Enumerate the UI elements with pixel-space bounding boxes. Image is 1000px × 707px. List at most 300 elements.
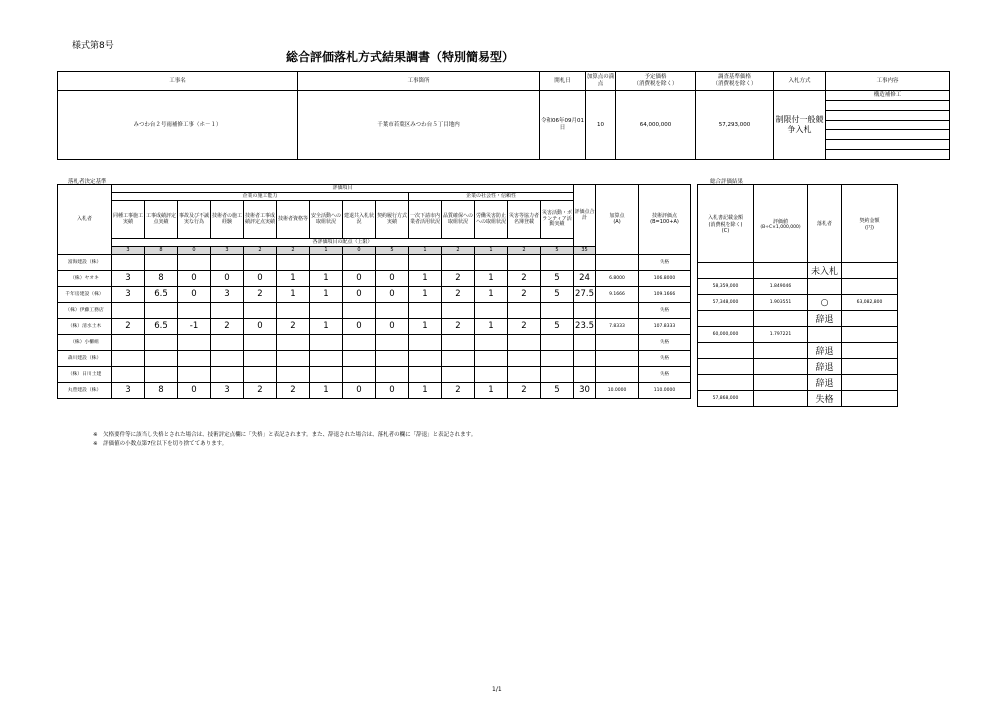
- score-cell: 8: [145, 271, 178, 287]
- score-cell: [211, 255, 244, 271]
- group1-header: 企業の施工能力: [112, 193, 409, 201]
- score-cell: [343, 367, 376, 383]
- contract-cell: [842, 391, 898, 407]
- winner-cell: 辞退: [808, 375, 842, 391]
- bidder-name: 千年房建設（株）: [58, 287, 112, 303]
- score-cell: 1: [409, 287, 442, 303]
- group2-header: 企業の社会性・信頼性: [409, 193, 574, 201]
- bid-cell: 58,359,000: [698, 279, 754, 295]
- add-cell: 9.1666: [596, 287, 639, 303]
- section-left-label: 落札者決定基準: [68, 179, 107, 185]
- score-cell: [409, 335, 442, 351]
- score-cell: [178, 255, 211, 271]
- winner-cell: 辞退: [808, 343, 842, 359]
- score-cell: 0: [178, 271, 211, 287]
- eval-column-header: 事故及び不誠実な行為: [178, 201, 211, 239]
- score-cell: 0: [376, 383, 409, 399]
- tech-header: [639, 185, 691, 255]
- note-2: ※ 評価値の小数点第7位以下を切り捨ててあります。: [93, 441, 228, 447]
- score-cell: [244, 351, 277, 367]
- score-cell: [376, 335, 409, 351]
- score-cell: [442, 335, 475, 351]
- add-cell: 10.0000: [596, 383, 639, 399]
- score-cell: [178, 351, 211, 367]
- score-cell: [541, 255, 574, 271]
- score-cell: [343, 351, 376, 367]
- total-cell: 27.5: [574, 287, 596, 303]
- score-cell: [508, 303, 541, 319]
- total-cell: 24: [574, 271, 596, 287]
- score-cell: [541, 335, 574, 351]
- score-cell: 8: [145, 383, 178, 399]
- eval-column-header: 技術者資格等: [277, 201, 310, 239]
- score-cell: [409, 351, 442, 367]
- tech-cell: 107.8333: [639, 319, 691, 335]
- contract-sub: (円): [865, 224, 874, 231]
- add-cell: [596, 303, 639, 319]
- eval-sub: (B÷C×1,000,000): [760, 224, 801, 230]
- score-cell: [112, 255, 145, 271]
- bidder-name: （株）清水土木: [58, 319, 112, 335]
- score-cell: [475, 303, 508, 319]
- score-cell: [178, 367, 211, 383]
- total-cell: [574, 303, 596, 319]
- score-cell: [244, 335, 277, 351]
- score-cell: [541, 367, 574, 383]
- score-cell: 3: [112, 383, 145, 399]
- threshold-value: 10: [586, 91, 616, 160]
- bidder-row: [58, 335, 691, 351]
- total-cell: 30: [574, 383, 596, 399]
- bid-header: [698, 185, 754, 263]
- bid-cell: 60,000,000: [698, 327, 754, 343]
- bid-cell: [698, 343, 754, 359]
- weight-total: 35: [574, 247, 596, 255]
- total-cell: 23.5: [574, 319, 596, 335]
- score-cell: [277, 351, 310, 367]
- score-cell: 1: [475, 287, 508, 303]
- content-item: [826, 140, 949, 150]
- project-name: みつわ台２号雨補修工事（ホ－１）: [58, 91, 298, 160]
- score-cell: [409, 303, 442, 319]
- content-item: [826, 150, 949, 159]
- winner-header: 落札者: [808, 185, 842, 263]
- result-row: [698, 375, 898, 391]
- score-cell: 3: [211, 287, 244, 303]
- weights-header: 各評価項目の配点（上限）: [112, 239, 574, 247]
- score-cell: [112, 367, 145, 383]
- project-table: [57, 71, 950, 160]
- score-cell: 1: [310, 287, 343, 303]
- contract-header: [842, 185, 898, 263]
- score-cell: 1: [409, 271, 442, 287]
- eval-column-header: 技術者の施工経験: [211, 201, 244, 239]
- header-budget: [616, 72, 696, 91]
- total-cell: [574, 367, 596, 383]
- winner-cell: 未入札: [808, 263, 842, 279]
- eval-cell: [754, 391, 808, 407]
- bid-cell: [698, 375, 754, 391]
- add-cell: [596, 335, 639, 351]
- score-cell: [442, 255, 475, 271]
- score-cell: 3: [112, 271, 145, 287]
- score-cell: [244, 367, 277, 383]
- weight-cell: 1: [475, 247, 508, 255]
- bidder-name: （株）小櫃組: [58, 335, 112, 351]
- eval-column-header: 技術者工事成績評定点実績: [244, 201, 277, 239]
- add-cell: [596, 351, 639, 367]
- score-cell: [310, 335, 343, 351]
- content-item: [826, 110, 949, 120]
- eval-cell: [754, 343, 808, 359]
- contract-label: 契約金額: [859, 217, 880, 224]
- header-location: 工事箇所: [298, 72, 540, 91]
- score-cell: [475, 351, 508, 367]
- score-cell: [244, 255, 277, 271]
- score-cell: [178, 303, 211, 319]
- score-cell: 2: [508, 319, 541, 335]
- tech-cell: 失格: [639, 367, 691, 383]
- score-cell: 0: [343, 383, 376, 399]
- score-cell: 2: [277, 319, 310, 335]
- score-cell: [376, 255, 409, 271]
- eval-cell: [754, 263, 808, 279]
- score-cell: [310, 351, 343, 367]
- score-cell: 2: [244, 287, 277, 303]
- score-cell: [508, 255, 541, 271]
- content-item: 構造補修工: [826, 91, 949, 100]
- score-cell: [211, 351, 244, 367]
- score-cell: 0: [178, 287, 211, 303]
- add-cell: 7.8333: [596, 319, 639, 335]
- weight-cell: 0: [178, 247, 211, 255]
- eval-label: 評価値: [772, 218, 788, 225]
- score-cell: [508, 367, 541, 383]
- eval-cell: 1.903551: [754, 295, 808, 311]
- bidder-row: [58, 303, 691, 319]
- score-cell: 2: [442, 319, 475, 335]
- bidder-name: （株）伊藤工務店: [58, 303, 112, 319]
- bidder-row: [58, 367, 691, 383]
- score-cell: [310, 367, 343, 383]
- contract-cell: 63,082,800: [842, 295, 898, 311]
- header-threshold: 加算点の満点: [586, 72, 616, 91]
- eval-column-header: 労働災害防止への取組状況: [475, 201, 508, 239]
- note-1: ※ 欠格要件等に該当し失格とされた場合は、技術評定点欄に「失格」と表記されます。また、辞退された場合は、落札者の欄に「辞退」と表記されます。: [93, 432, 477, 438]
- budget-value: 64,000,000: [616, 91, 696, 160]
- header-method: 入札方式: [774, 72, 826, 91]
- tech-cell: 失格: [639, 335, 691, 351]
- result-table: [697, 184, 898, 407]
- contract-cell: [842, 327, 898, 343]
- score-cell: 6.5: [145, 319, 178, 335]
- add-cell: [596, 255, 639, 271]
- base-sub: （消費税を除く）: [712, 81, 757, 87]
- eval-column-header: 安全活動への取組状況: [310, 201, 343, 239]
- bidder-row: [58, 319, 691, 335]
- weight-cell: 1: [409, 247, 442, 255]
- eval-cell: 1.797221: [754, 327, 808, 343]
- add-label: 加算点: [609, 212, 625, 219]
- tech-sub: (B=100+A): [650, 218, 679, 225]
- weight-cell: 3: [211, 247, 244, 255]
- result-row: [698, 343, 898, 359]
- score-cell: 0: [376, 319, 409, 335]
- score-cell: 1: [475, 271, 508, 287]
- score-cell: [442, 351, 475, 367]
- bidder-name: 丸豊建設（株）: [58, 383, 112, 399]
- score-cell: [475, 335, 508, 351]
- score-cell: [409, 367, 442, 383]
- eval-column-header: 契約履行方式実績: [376, 201, 409, 239]
- content-cell: [826, 91, 950, 160]
- base-label: 調査基準価格: [717, 74, 751, 81]
- score-cell: 2: [442, 383, 475, 399]
- score-cell: 2: [211, 319, 244, 335]
- weight-cell: 5: [376, 247, 409, 255]
- score-cell: [145, 255, 178, 271]
- score-cell: [343, 335, 376, 351]
- score-cell: 1: [310, 319, 343, 335]
- score-cell: 5: [541, 319, 574, 335]
- header-content: 工事内容: [826, 72, 950, 91]
- bid-method: 制限付一般競争入札: [774, 91, 826, 160]
- score-cell: [211, 367, 244, 383]
- score-cell: 0: [343, 271, 376, 287]
- header-project-name: 工事名: [58, 72, 298, 91]
- score-cell: [145, 303, 178, 319]
- content-list: [826, 91, 949, 159]
- result-row: [698, 263, 898, 279]
- winner-cell: [808, 327, 842, 343]
- score-cell: [112, 351, 145, 367]
- score-cell: [211, 335, 244, 351]
- weight-cell: 2: [277, 247, 310, 255]
- score-cell: 2: [508, 287, 541, 303]
- score-cell: [145, 367, 178, 383]
- eval-items-header: 評価項目: [112, 185, 574, 193]
- winner-cell: ○: [808, 295, 842, 311]
- score-cell: 3: [211, 383, 244, 399]
- bidder-row: [58, 351, 691, 367]
- score-cell: 0: [211, 271, 244, 287]
- score-cell: [277, 367, 310, 383]
- header-base: [696, 72, 774, 91]
- eval-cell: 1.849046: [754, 279, 808, 295]
- score-cell: 1: [277, 287, 310, 303]
- bidder-name: （株）ヤオキ: [58, 271, 112, 287]
- bid-cell: [698, 359, 754, 375]
- tech-cell: 失格: [639, 303, 691, 319]
- score-cell: [376, 351, 409, 367]
- result-row: [698, 327, 898, 343]
- score-cell: [343, 303, 376, 319]
- winner-cell: 辞退: [808, 311, 842, 327]
- weight-cell: 3: [112, 247, 145, 255]
- score-cell: 2: [508, 271, 541, 287]
- score-cell: 2: [277, 383, 310, 399]
- score-cell: 1: [277, 271, 310, 287]
- weight-cell: 5: [541, 247, 574, 255]
- section-right-label: 総合評価結果: [710, 179, 744, 185]
- score-cell: [244, 303, 277, 319]
- contract-cell: [842, 279, 898, 295]
- bid-sub: (消費税を除く): [708, 221, 743, 228]
- eval-column-header: 工事成績評定点実績: [145, 201, 178, 239]
- add-cell: [596, 367, 639, 383]
- score-cell: [112, 335, 145, 351]
- weight-cell: 2: [244, 247, 277, 255]
- header-open-date: 開札日: [540, 72, 586, 91]
- form-number: 様式第8号: [72, 41, 114, 51]
- result-row: [698, 391, 898, 407]
- score-cell: 2: [442, 287, 475, 303]
- score-cell: [145, 335, 178, 351]
- contract-cell: [842, 359, 898, 375]
- score-cell: 1: [409, 319, 442, 335]
- tech-cell: 106.8000: [639, 271, 691, 287]
- bidder-row: [58, 255, 691, 271]
- total-cell: [574, 351, 596, 367]
- eval-cell: [754, 311, 808, 327]
- score-cell: 1: [409, 383, 442, 399]
- contract-cell: [842, 263, 898, 279]
- bid-cell: 57,868,000: [698, 391, 754, 407]
- bid-cell: 57,348,000: [698, 295, 754, 311]
- score-cell: 0: [376, 287, 409, 303]
- score-cell: [277, 255, 310, 271]
- bidder-name: 森川建設（株）: [58, 351, 112, 367]
- add-sub: (A): [613, 218, 621, 225]
- eval-column-header: 災害等協力者名簿登載: [508, 201, 541, 239]
- score-cell: 2: [442, 271, 475, 287]
- eval-column-header: 同種工事施工実績: [112, 201, 145, 239]
- open-date: 令和06年09月01日: [540, 91, 586, 160]
- score-cell: [112, 303, 145, 319]
- score-cell: [310, 255, 343, 271]
- score-cell: [277, 303, 310, 319]
- score-cell: 0: [244, 319, 277, 335]
- score-cell: [343, 255, 376, 271]
- score-cell: [376, 303, 409, 319]
- result-row: [698, 311, 898, 327]
- project-location: 千葉市若葉区みつわ台５丁目地内: [298, 91, 540, 160]
- content-item: [826, 120, 949, 130]
- add-cell: 6.8000: [596, 271, 639, 287]
- add-header: [596, 185, 639, 255]
- total-cell: [574, 335, 596, 351]
- eval-cell: [754, 359, 808, 375]
- score-cell: 0: [343, 319, 376, 335]
- score-cell: 1: [475, 319, 508, 335]
- score-cell: 0: [376, 271, 409, 287]
- score-cell: 1: [310, 271, 343, 287]
- result-row: [698, 359, 898, 375]
- score-cell: 2: [112, 319, 145, 335]
- score-cell: [475, 367, 508, 383]
- tech-cell: 失格: [639, 255, 691, 271]
- winner-cell: 辞退: [808, 359, 842, 375]
- tech-cell: 110.0000: [639, 383, 691, 399]
- score-cell: 1: [475, 383, 508, 399]
- score-cell: [409, 255, 442, 271]
- score-cell: 0: [178, 383, 211, 399]
- score-cell: 5: [541, 271, 574, 287]
- bid-sub2: (C): [721, 227, 730, 234]
- bid-cell: [698, 263, 754, 279]
- bid-label: 入札書記載金額: [707, 214, 743, 221]
- score-cell: [508, 351, 541, 367]
- score-cell: [277, 335, 310, 351]
- result-row: [698, 295, 898, 311]
- contract-cell: [842, 311, 898, 327]
- score-cell: [475, 255, 508, 271]
- weight-cell: 8: [145, 247, 178, 255]
- winner-cell: [808, 279, 842, 295]
- evaluation-table: [57, 184, 691, 399]
- score-cell: 2: [508, 383, 541, 399]
- bidder-row: [58, 287, 691, 303]
- score-cell: 2: [244, 383, 277, 399]
- eval-column-header: 建退共入札状況: [343, 201, 376, 239]
- score-cell: 6.5: [145, 287, 178, 303]
- budget-label: 予定価格: [644, 74, 667, 81]
- score-cell: [178, 335, 211, 351]
- page-number: 1/1: [492, 686, 502, 693]
- weight-cell: 2: [508, 247, 541, 255]
- score-cell: [310, 303, 343, 319]
- content-item: [826, 100, 949, 110]
- eval-cell: [754, 375, 808, 391]
- bidder-header: 入札者: [58, 185, 112, 255]
- score-cell: [145, 351, 178, 367]
- tech-cell: 失格: [639, 351, 691, 367]
- eval-column-header: 品質確保への取組状況: [442, 201, 475, 239]
- score-cell: [508, 335, 541, 351]
- total-cell: [574, 255, 596, 271]
- bidder-row: [58, 383, 691, 399]
- score-cell: [541, 351, 574, 367]
- bid-cell: [698, 311, 754, 327]
- score-cell: [442, 367, 475, 383]
- content-item: [826, 130, 949, 140]
- bidder-name: （株）日川土建: [58, 367, 112, 383]
- score-cell: 0: [244, 271, 277, 287]
- score-cell: 1: [310, 383, 343, 399]
- score-cell: [541, 303, 574, 319]
- eval-column-header: 災害活動・ボランティア活動実績: [541, 201, 574, 239]
- contract-cell: [842, 375, 898, 391]
- weight-cell: 2: [442, 247, 475, 255]
- budget-sub: （消費税を除く）: [633, 81, 678, 87]
- base-value: 57,293,000: [696, 91, 774, 160]
- contract-cell: [842, 343, 898, 359]
- total-header: 評価点合計: [574, 185, 596, 247]
- score-cell: -1: [178, 319, 211, 335]
- weight-cell: 0: [343, 247, 376, 255]
- result-row: [698, 279, 898, 295]
- score-cell: 3: [112, 287, 145, 303]
- score-cell: [211, 303, 244, 319]
- eval-header: [754, 185, 808, 263]
- score-cell: [376, 367, 409, 383]
- bidder-row: [58, 271, 691, 287]
- tech-label: 技術評価点: [652, 212, 678, 219]
- bidder-name: 富海建設（株）: [58, 255, 112, 271]
- page-title: 総合評価落札方式結果調書（特別簡易型）: [286, 50, 515, 64]
- score-cell: 5: [541, 383, 574, 399]
- tech-cell: 109.1666: [639, 287, 691, 303]
